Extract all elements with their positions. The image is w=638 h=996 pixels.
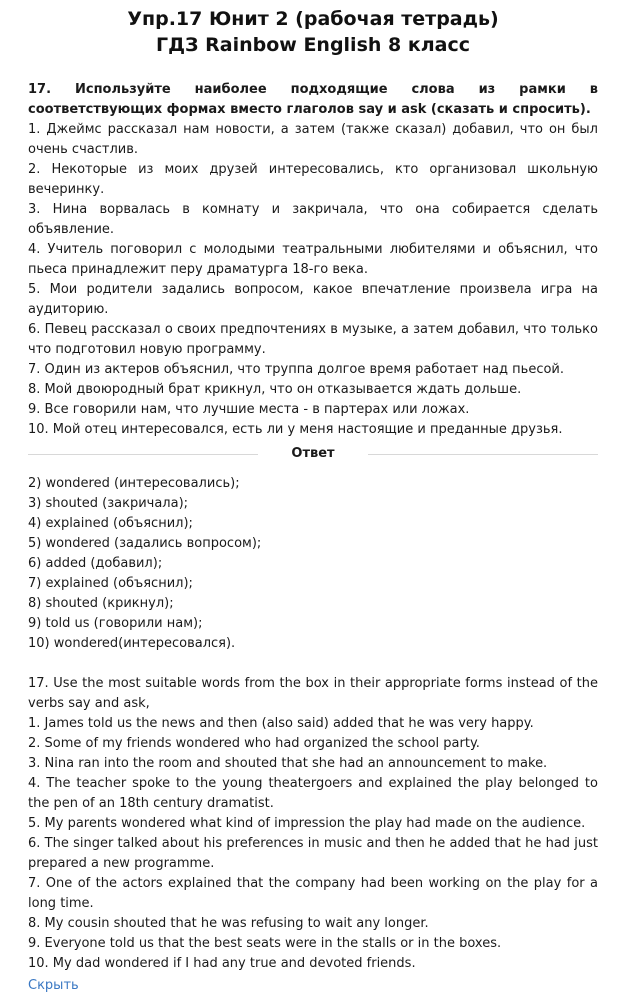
task-russian-item: 4. Учитель поговорил с молодыми театральными любителями и объяснил, что пьеса принадлежит перу драматурга 18-го века.: [28, 242, 598, 277]
task-russian-item: 1. Джеймс рассказал нам новости, а затем (также сказал) добавил, что он был очень счастлив.: [28, 122, 598, 157]
answer-item: 7) explained (объяснил);: [28, 576, 193, 591]
answer-item: 10) wondered(интересовался).: [28, 636, 236, 651]
answer-divider: [28, 444, 598, 464]
page-title-line-1: Упр.17 Юнит 2 (рабочая тетрадь): [127, 8, 499, 30]
task-russian-item: 5. Мои родители задались вопросом, какое впечатление произвела игра на аудиторию.: [28, 282, 598, 317]
task-russian-item: 9. Все говорили нам, что лучшие места - в партерах или ложах.: [28, 402, 470, 417]
task-english-heading: 17. Use the most suitable words from the box in their appropriate forms instead of the verbs say and ask,: [28, 676, 598, 711]
page: [28, 6, 598, 996]
task-russian-item: 3. Нина ворвалась в комнату и закричала, что она собирается сделать объявление.: [28, 202, 598, 237]
task-russian-item: 10. Мой отец интересовался, есть ли у меня настоящие и преданные друзья.: [28, 422, 563, 437]
task-english-item: 8. My cousin shouted that he was refusing to wait any longer.: [28, 916, 429, 931]
divider-line-right: [368, 454, 598, 455]
answer-item: 6) added (добавил);: [28, 556, 163, 571]
page-title-line-2: ГДЗ Rainbow English 8 класс: [155, 34, 471, 56]
task-russian-item: 6. Певец рассказал о своих предпочтениях в музыке, а затем добавил, что только что подготовил новую программу.: [28, 322, 598, 357]
task-russian-item: 7. Один из актеров объяснил, что труппа долгое время работает над пьесой.: [28, 362, 565, 377]
answer-item: 8) shouted (крикнул);: [28, 596, 174, 611]
page-title: [28, 6, 598, 58]
answer-label: Ответ: [291, 446, 335, 461]
task-english-item: 4. The teacher spoke to the young theatergoers and explained the play belonged to the pen of an 18th century dramatist.: [28, 776, 598, 811]
answer-item: 9) told us (говорили нам);: [28, 616, 203, 631]
task-english-item: 2. Some of my friends wondered who had organized the school party.: [28, 736, 480, 751]
task-english-item: 10. My dad wondered if I had any true and devoted friends.: [28, 956, 416, 971]
answer-list: [28, 474, 598, 654]
task-english-item: 7. One of the actors explained that the company had been working on the play for a long time.: [28, 876, 598, 911]
hide-link[interactable]: Скрыть: [28, 978, 79, 993]
answer-item: 4) explained (объяснил);: [28, 516, 193, 531]
task-russian-item: 2. Некоторые из моих друзей интересовались, кто организовал школьную вечеринку.: [28, 162, 598, 197]
task-english-item: 3. Nina ran into the room and shouted that she had an announcement to make.: [28, 756, 548, 771]
task-english: [28, 674, 598, 974]
task-english-item: 6. The singer talked about his preferences in music and then he added that he had just prepared a new programme.: [28, 836, 598, 871]
task-russian-item: 8. Мой двоюродный брат крикнул, что он отказывается ждать дольше.: [28, 382, 522, 397]
task-english-item: 5. My parents wondered what kind of impression the play had made on the audience.: [28, 816, 586, 831]
task-english-item: 9. Everyone told us that the best seats were in the stalls or in the boxes.: [28, 936, 502, 951]
answer-item: 5) wondered (задались вопросом);: [28, 536, 262, 551]
answer-item: 2) wondered (интересовались);: [28, 476, 240, 491]
task-english-item: 1. James told us the news and then (also said) added that he was very happy.: [28, 716, 534, 731]
answer-item: 3) shouted (закричала);: [28, 496, 189, 511]
task-russian-heading: 17. Используйте наиболее подходящие слова из рамки в соответствующих формах вместо глаголов say и ask (сказать и спросить).: [28, 82, 598, 117]
task-russian: [28, 80, 598, 440]
